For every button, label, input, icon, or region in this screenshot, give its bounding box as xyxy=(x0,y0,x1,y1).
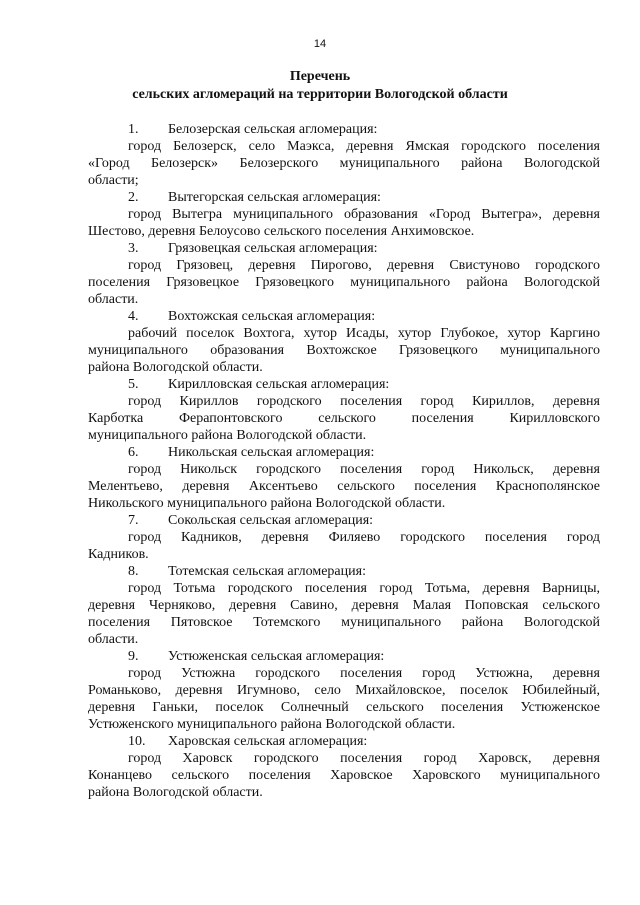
item-number: 9. xyxy=(128,649,139,664)
item-heading xyxy=(128,121,640,138)
item-heading xyxy=(128,189,640,206)
item-heading xyxy=(128,308,640,325)
item-text-line: поселения Пятовское Тотемского муниципального района Вологодской xyxy=(88,615,600,630)
item-number: 6. xyxy=(128,445,139,460)
item-text-line: город Никольск городского поселения город Никольск, деревня xyxy=(128,462,600,477)
item-text-line: «Город Белозерск» Белозерского муниципального района Вологодской xyxy=(88,156,600,171)
item-heading-text: Тотемская сельская агломерация: xyxy=(168,564,366,579)
item-text-line: области. xyxy=(88,292,139,307)
item-heading-text: Вытегорская сельская агломерация: xyxy=(168,190,381,205)
item-heading-text: Вохтожская сельская агломерация: xyxy=(168,309,376,324)
item-heading xyxy=(128,563,640,580)
item-text-line: Никольского муниципального района Вологодской области. xyxy=(88,496,446,511)
item-text-line: город Белозерск, село Маэкса, деревня Ямская городского поселения xyxy=(128,139,600,154)
item-text-line: Карботка Ферапонтовского сельского поселения Кирилловского xyxy=(88,411,600,426)
item-text-line: город Тотьма городского поселения город Тотьма, деревня Варницы, xyxy=(128,581,600,596)
item-text-line: Мелентьево, деревня Аксентьево сельского поселения Краснополянское xyxy=(88,479,600,494)
item-text-line: город Харовск городского поселения город Харовск, деревня xyxy=(128,751,600,766)
item-text-line: город Вытегра муниципального образования «Город Вытегра», деревня xyxy=(128,207,600,222)
item-heading-text: Сокольская сельская агломерация: xyxy=(168,513,374,528)
item-text-line: город Кириллов городского поселения город Кириллов, деревня xyxy=(128,394,600,409)
item-text-line: город Устюжна городского поселения город Устюжна, деревня xyxy=(128,666,600,681)
item-text-line: Романьково, деревня Игумново, село Михайловское, поселок Юбилейный, xyxy=(88,683,600,698)
item-number: 3. xyxy=(128,241,139,256)
item-heading-text: Белозерская сельская агломерация: xyxy=(168,122,378,137)
item-text-line: Шестово, деревня Белоусово сельского поселения Анхимовское. xyxy=(88,224,475,239)
item-number: 10. xyxy=(128,734,146,749)
item-text-line: деревня Черняково, деревня Савино, деревня Малая Поповская сельского xyxy=(88,598,600,613)
page-number: 14 xyxy=(313,38,327,50)
item-heading xyxy=(128,512,640,529)
item-text-line: город Кадников, деревня Филяево городского поселения город xyxy=(128,530,600,545)
item-heading-text: Харовская сельская агломерация: xyxy=(168,734,368,749)
item-number: 8. xyxy=(128,564,139,579)
item-text-line: области; xyxy=(88,173,139,188)
item-text-line: района Вологодской области. xyxy=(88,360,263,375)
item-text-line: муниципального района Вологодской области. xyxy=(88,428,367,443)
item-number: 2. xyxy=(128,190,139,205)
item-text-line: деревня Ганьки, поселок Солнечный сельского поселения Устюженское xyxy=(88,700,600,715)
item-number: 4. xyxy=(128,309,139,324)
item-number: 5. xyxy=(128,377,139,392)
item-number: 7. xyxy=(128,513,139,528)
item-heading xyxy=(128,240,640,257)
item-heading-text: Никольская сельская агломерация: xyxy=(168,445,375,460)
item-heading-text: Устюженская сельская агломерация: xyxy=(168,649,385,664)
item-text-line: город Грязовец, деревня Пирогово, деревня Свистуново городского xyxy=(128,258,600,273)
document-title xyxy=(0,68,640,104)
title-line-1: Перечень xyxy=(289,69,351,84)
item-text-line: рабочий поселок Вохтога, хутор Исады, хутор Глубокое, хутор Каргино xyxy=(128,326,600,341)
item-text-line: Устюженского муниципального района Вологодской области. xyxy=(88,717,456,732)
item-text-line: области. xyxy=(88,632,139,647)
title-line-2: сельских агломераций на территории Вологодской области xyxy=(132,87,508,102)
item-heading-text: Грязовецкая сельская агломерация: xyxy=(168,241,378,256)
item-heading xyxy=(128,648,640,665)
item-heading xyxy=(128,444,640,461)
item-text-line: района Вологодской области. xyxy=(88,785,263,800)
item-text-line: поселения Грязовецкое Грязовецкого муниципального района Вологодской xyxy=(88,275,600,290)
item-number: 1. xyxy=(128,122,139,137)
item-text-line: Кадников. xyxy=(88,547,149,562)
item-text-line: муниципального образования Вохтожское Грязовецкого муниципального xyxy=(88,343,600,358)
item-heading xyxy=(128,733,640,750)
item-heading xyxy=(128,376,640,393)
item-text-line: Конанцево сельского поселения Харовское Харовского муниципального xyxy=(88,768,600,783)
item-heading-text: Кирилловская сельская агломерация: xyxy=(168,377,390,392)
